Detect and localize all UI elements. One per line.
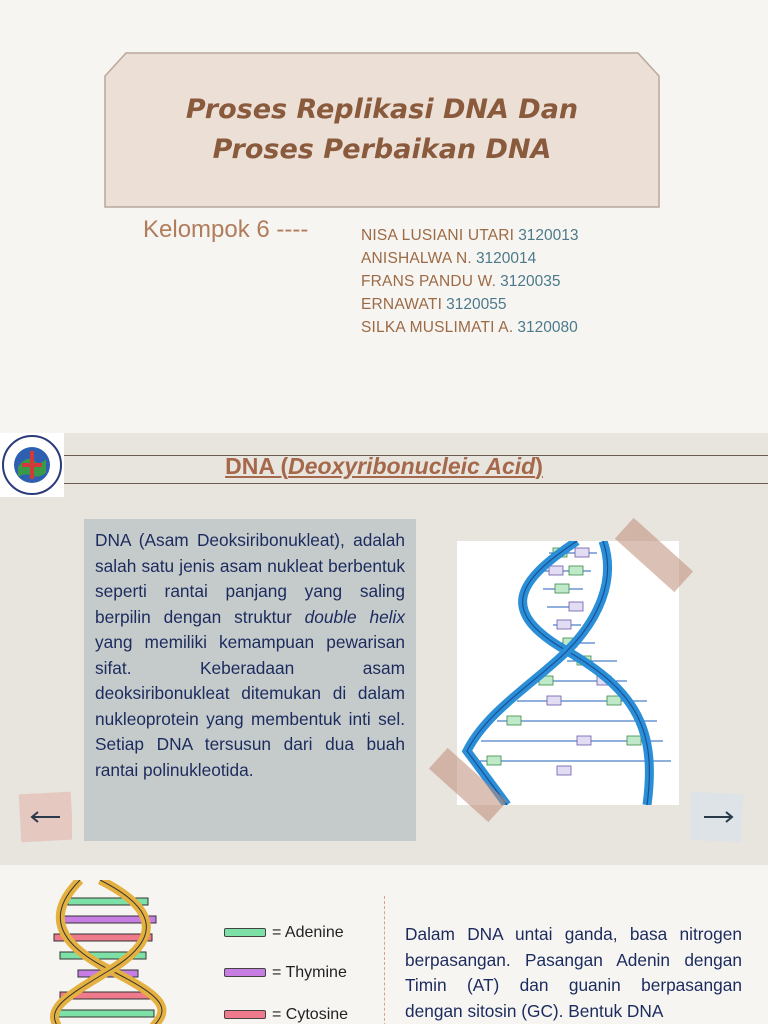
member-name: ANISHALWA N. [361, 250, 472, 267]
legend-label: = Cytosine [272, 1006, 349, 1023]
member-name: ERNAWATI [361, 296, 443, 313]
previous-slide-button[interactable] [18, 791, 72, 841]
member-row [361, 247, 579, 270]
member-id: 3120035 [500, 273, 561, 290]
legend-label: = Adenine [272, 924, 344, 941]
member-id: 3120080 [517, 319, 578, 336]
arrow-left-icon [18, 791, 72, 843]
definition-text-box [84, 519, 416, 841]
member-row [361, 316, 579, 339]
legend-label: = Thymine [272, 964, 347, 981]
base-pairing-paragraph: Dalam DNA untai ganda, basa nitrogen berpasangan. Pasangan Adenin dengan Timin (AT) dan guanin berpasangan dengan sitosin (GC). Bentuk DNA [405, 924, 742, 1021]
title-banner [104, 52, 660, 208]
member-row [361, 270, 579, 293]
dna-helix-image [457, 541, 679, 805]
title-line-2: Proses Perbaikan DNA [212, 134, 552, 165]
group-label: Kelompok 6 ---- [143, 216, 309, 243]
arrow-right-icon [690, 791, 744, 843]
double-helix-illustration [457, 541, 679, 805]
member-id: 3120013 [518, 227, 579, 244]
paragraph-italic: double helix [304, 606, 405, 627]
paragraph-text: yang memiliki kemampuan pewarisan sifat. Keberadaan asam deoksiribonukleat ditemukan di dalam nukleoprotein yang membentuk inti sel. Setiap DNA tersusun dari dua buah rantai polinukleotida. [95, 632, 405, 780]
dna-definition-slide [0, 433, 768, 865]
column-divider [384, 896, 385, 1024]
cytosine-swatch [224, 1010, 266, 1019]
member-name: FRANS PANDU W. [361, 273, 497, 290]
paragraph-text: DNA (Asam Deoksiribonukleat), adalah salah satu jenis asam nukleat berbentuk seperti rantai panjang yang saling berpilin dengan struktur [95, 530, 405, 627]
adenine-swatch [224, 928, 266, 937]
member-id: 3120055 [446, 296, 507, 313]
base-pairing-slide [0, 866, 768, 1024]
member-id: 3120014 [475, 250, 537, 267]
member-row [361, 293, 579, 316]
heading-rule-bottom [64, 483, 768, 484]
heading-close: ) [535, 453, 543, 479]
dna-ladder-illustration [40, 880, 180, 1024]
thymine-swatch [224, 968, 266, 977]
definition-paragraph [95, 528, 405, 783]
slide-heading [0, 453, 768, 480]
heading-main: DNA ( [225, 453, 289, 479]
member-row [361, 224, 579, 247]
heading-italic: Deoxyribonucleic Acid [288, 453, 536, 479]
member-name: NISA LUSIANI UTARI [361, 227, 515, 244]
title-line-1: Proses Replikasi DNA Dan [185, 94, 579, 125]
next-slide-button[interactable] [690, 791, 744, 841]
presentation-title [104, 90, 660, 170]
title-slide [0, 0, 768, 432]
member-name: SILKA MUSLIMATI A. [361, 319, 514, 336]
member-list [361, 224, 579, 339]
